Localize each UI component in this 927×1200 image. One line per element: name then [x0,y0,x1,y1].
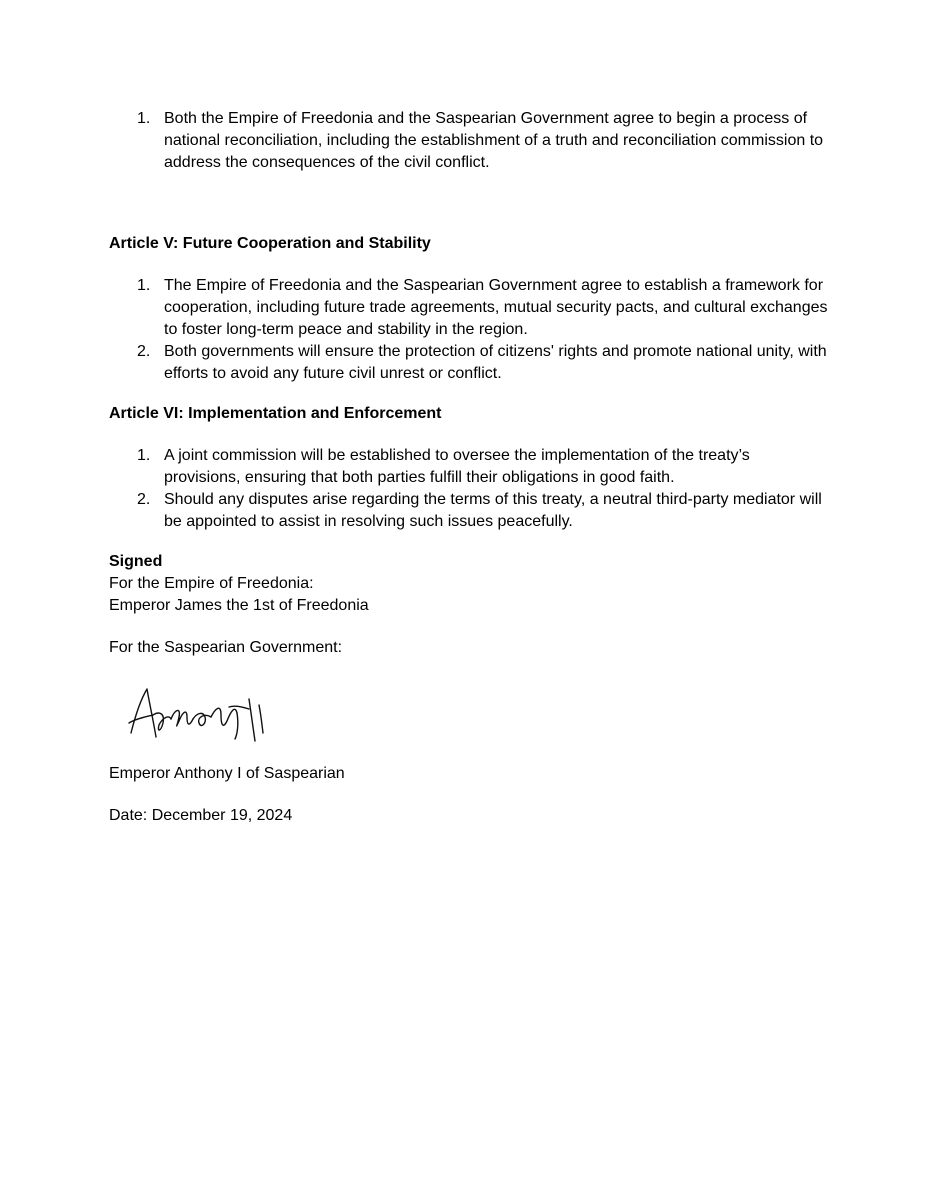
list-item-text: Both the Empire of Freedonia and the Saspearian Government agree to begin a process of national reconciliation, including the establishment of a truth and reconciliation commission to address the consequences of the civil conflict. [164,110,824,171]
list-item-number: 1. [137,277,151,294]
list-item-text: The Empire of Freedonia and the Saspearian Government agree to establish a framework for cooperation, including future trade agreements, mutual security pacts, and cultural exchanges to foster long-term peace and stability in the region. [164,277,828,338]
article-v-list [109,275,829,385]
article-v-heading: Article V: Future Cooperation and Stability [109,235,431,252]
signature-block [109,551,829,827]
document-body [109,108,829,827]
list-item-number: 1. [137,110,151,127]
list-item [109,489,829,533]
reconciliation-list [109,108,829,174]
list-item [109,445,829,489]
list-item-text: Should any disputes arise regarding the terms of this treaty, a neutral third-party mediator will be appointed to assist in resolving such issues peacefully. [164,491,822,530]
list-item-number: 1. [137,447,151,464]
signature-icon [109,685,274,755]
list-item [109,341,829,385]
list-item-number: 2. [137,491,151,508]
list-item [109,275,829,341]
saspearian-signatory: Emperor Anthony I of Saspearian [109,765,345,782]
signing-date: Date: December 19, 2024 [109,807,293,824]
freedonia-signatory: Emperor James the 1st of Freedonia [109,597,369,614]
saspearian-label: For the Saspearian Government: [109,639,343,656]
list-item-text: A joint commission will be established to oversee the implementation of the treaty’s provisions, ensuring that both parties fulfill their obligations in good faith. [164,447,750,486]
signed-heading: Signed [109,553,163,570]
freedonia-label: For the Empire of Freedonia: [109,575,314,592]
list-item-number: 2. [137,343,151,360]
list-item [109,108,829,174]
article-vi-list [109,445,829,533]
list-item-text: Both governments will ensure the protection of citizens' rights and promote national unity, with efforts to avoid any future civil unrest or conflict. [164,343,827,382]
article-vi-heading: Article VI: Implementation and Enforcement [109,405,442,422]
